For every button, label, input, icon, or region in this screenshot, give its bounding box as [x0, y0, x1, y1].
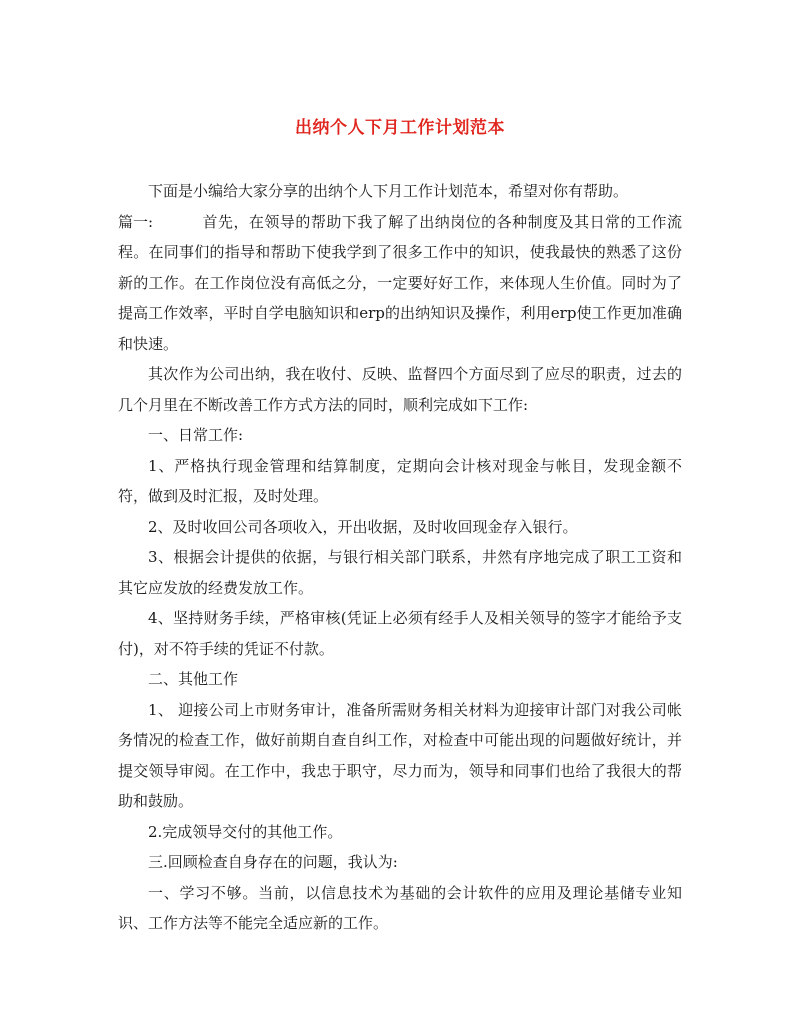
- list-item: 3、根据会计提供的依据，与银行相关部门联系，井然有序地完成了职工工资和其它应发放的经费发放工作。: [118, 548, 682, 597]
- list-item: 一、学习不够。当前，以信息技术为基础的会计软件的应用及理论基储专业知识、工作方法等不能完全适应新的工作。: [118, 883, 682, 932]
- paragraph: 其次作为公司出纳，我在收付、反映、监督四个方面尽到了应尽的职责，过去的几个月里在不断改善工作方式方法的同时，顺利完成如下工作:: [118, 365, 682, 414]
- list-item: 2、及时收回公司各项收入，开出收据，及时收回现金存入银行。: [148, 517, 578, 536]
- document-body: [118, 176, 682, 939]
- intro-paragraph: 下面是小编给大家分享的出纳个人下月工作计划范本，希望对你有帮助。: [148, 182, 629, 200]
- list-item: 2.完成领导交付的其他工作。: [148, 822, 343, 841]
- section-label: 篇一:: [118, 212, 154, 231]
- paragraph-text: 首先，在领导的帮助下我了解了出纳岗位的各种制度及其日常的工作流程。在同事们的指导和帮助下使我学到了很多工作中的知识，使我最快的熟悉了这份新的工作。在工作岗位没有高低之分，一定要好好工作，来体现人生价值。同时为了提高工作效率，平时自学电脑知识和erp的出纳知识及操作，利用erp使工作更加准确和快速。: [118, 212, 682, 353]
- heading-other-work: 二、其他工作: [148, 670, 239, 688]
- heading-review: 三.回顾检查自身存在的问题，我认为:: [148, 853, 398, 871]
- list-item: 4、坚持财务手续，严格审核(凭证上必须有经手人及相关领导的签字才能给予支付)，对不符手续的凭证不付款。: [118, 609, 682, 658]
- section-one-paragraph: [118, 207, 682, 360]
- list-item: 1、 迎接公司上市财务审计，准备所需财务相关材料为迎接审计部门对我公司帐务情况的检查工作，做好前期自查自纠工作，对检查中可能出现的问题做好统计，并提交领导审阅。在工作中，我忠于职守，尽力而为，领导和同事们也给了我很大的帮助和鼓励。: [118, 700, 682, 810]
- list-item: 1、严格执行现金管理和结算制度，定期向会计核对现金与帐目，发现金额不符，做到及时汇报，及时处理。: [118, 456, 682, 505]
- heading-daily-work: 一、日常工作:: [148, 426, 244, 444]
- document-title: 出纳个人下月工作计划范本: [295, 118, 505, 138]
